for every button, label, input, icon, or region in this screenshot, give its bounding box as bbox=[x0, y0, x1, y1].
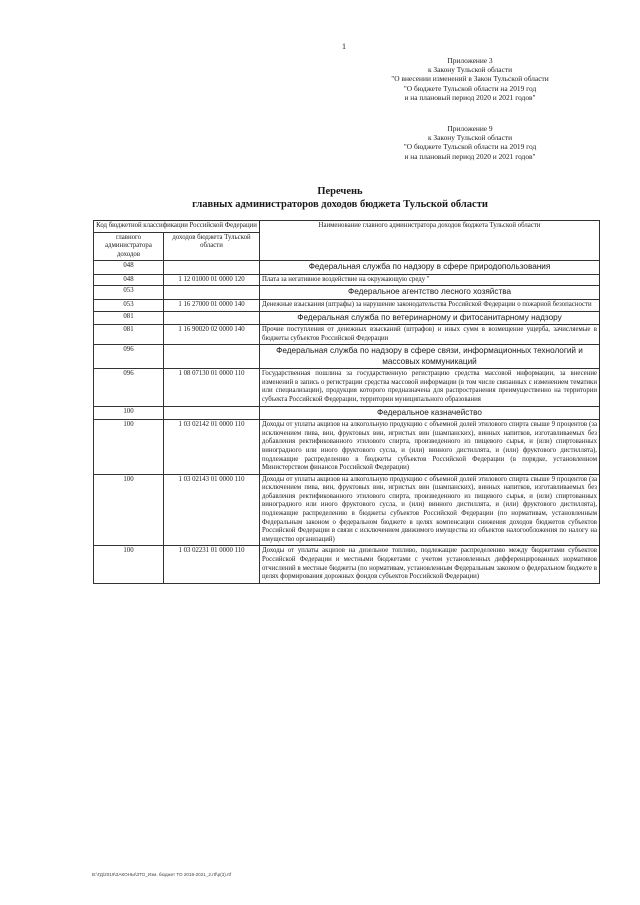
admin-code-cell: 096 bbox=[94, 345, 164, 369]
admin-code-cell: 048 bbox=[94, 274, 164, 286]
section-name-cell: Федеральное агентство лесного хозяйства bbox=[260, 286, 600, 300]
income-name-cell: Доходы от уплаты акцизов на дизельное топливо, подлежащие распределению между бюджетами субъектов Российской Федерации и местными бюджетами с учетом установленных дифференцированных нормативов отчислений в местные бюджеты (по нормативам, установленным Федеральным законом о федеральном бюджете в целях формирования дорожных фондов субъектов Российской Федерации) bbox=[260, 546, 600, 583]
section-name-cell: Федеральное казначейство bbox=[260, 406, 600, 420]
income-name-cell: Доходы от уплаты акцизов на алкогольную продукцию с объемной долей этилового спирта свыше 9 процентов (за исключением пива, вин, фруктовых вин, игристых вин (шампанских), винных напитков, изготавливаемых без добавления ректификованного этилового спирта, произведенного из пищевого сырья, и (или) спиртованных виноградного или иного фруктового сусла, и (или) винного дистиллята, и (или) фруктового дистиллята), подлежащие распределению в бюджеты субъектов Российской Федерации (по нормативам, установленным Федеральным законом о федеральном бюджете в целях компенсации снижения доходов бюджетов субъектов Российской Федерации в связи с исключением движимого имущества из объектов налогообложения по налогу на имущество организаций) bbox=[260, 474, 600, 546]
income-code-cell bbox=[164, 311, 260, 325]
admin-code-cell: 053 bbox=[94, 299, 164, 311]
admin-code-cell: 053 bbox=[94, 286, 164, 300]
income-code-cell: 1 16 90020 02 0000 140 bbox=[164, 325, 260, 345]
file-path-footer: B:\ГД\2019\ЗАКОНЫ\ЗТО_Изм. бюджет ТО 2019-2021_2.rtf\р(3).rtf bbox=[92, 872, 232, 877]
income-code-cell: 1 12 01000 01 0000 120 bbox=[164, 274, 260, 286]
income-name-cell: Прочие поступления от денежных взысканий (штрафов) и иных сумм в возмещение ущерба, зачисляемые в бюджеты субъектов Российской Федерации bbox=[260, 325, 600, 345]
annex-3-header bbox=[340, 56, 600, 102]
income-name-cell: Государственная пошлина за государственную регистрацию средства массовой информации, за внесение изменений в запись о регистрации средства массовой информации (в том числе связанных с изменением тематики или специализации), продукция которого предназначена для распространения преимущественно на территории субъекта Российской Федерации, территории муниципального образования bbox=[260, 369, 600, 406]
table-section-row bbox=[94, 311, 600, 325]
annex-9-header bbox=[340, 124, 600, 161]
income-name-cell: Плата за негативное воздействие на окружающую среду " bbox=[260, 274, 600, 286]
table-header-row bbox=[94, 221, 600, 233]
income-code-cell: 1 16 27000 01 0000 140 bbox=[164, 299, 260, 311]
income-code-cell bbox=[164, 345, 260, 369]
admin-code-cell: 100 bbox=[94, 420, 164, 475]
admin-code-cell: 096 bbox=[94, 369, 164, 406]
table-row bbox=[94, 325, 600, 345]
page-number: 1 bbox=[342, 42, 346, 51]
admin-code-cell: 081 bbox=[94, 311, 164, 325]
table-row bbox=[94, 274, 600, 286]
annex-line: "О внесении изменений в Закон Тульской области bbox=[391, 74, 549, 84]
annex-line: к Закону Тульской области bbox=[427, 133, 513, 143]
income-code-cell bbox=[164, 261, 260, 275]
income-code-cell bbox=[164, 406, 260, 420]
annex-line: "О бюджете Тульской области на 2019 год bbox=[403, 142, 537, 152]
title-line-2: главных администраторов доходов бюджета Тульской области bbox=[192, 199, 488, 210]
annex-line: к Закону Тульской области bbox=[427, 65, 513, 75]
header-code-group: Код бюджетной классификации Российской Федерации bbox=[94, 221, 260, 233]
section-name-cell: Федеральная служба по ветеринарному и фитосанитарному надзору bbox=[260, 311, 600, 325]
annex-line: "О бюджете Тульской области на 2019 год bbox=[403, 83, 537, 93]
table-section-row bbox=[94, 286, 600, 300]
header-admin-column: главного администратора доходов bbox=[94, 232, 164, 261]
header-income-column: доходов бюджета Тульской области bbox=[164, 232, 260, 261]
admin-code-cell: 048 bbox=[94, 261, 164, 275]
annex-line: и на плановый период 2020 и 2021 годов" bbox=[404, 151, 536, 161]
administrators-table bbox=[93, 220, 600, 584]
annex-line: Приложение 9 bbox=[447, 124, 493, 133]
income-code-cell: 1 03 02231 01 0000 110 bbox=[164, 546, 260, 583]
income-name-cell: Доходы от уплаты акцизов на алкогольную продукцию с объемной долей этилового спирта свыше 9 процентов (за исключением пива, вин, фруктовых вин, игристых вин (шампанских), винных напитков, изготавливаемых без добавления ректификованного этилового спирта, произведенного из пищевого сырья, и (или) спиртованных виноградного или иного фруктового сусла, и (или) винного дистиллята, и (или) фруктового дистиллята), подлежащие распределению в бюджеты субъектов Российской Федерации (в порядке, установленном Министерством финансов Российской Федерации) bbox=[260, 420, 600, 475]
admin-code-cell: 100 bbox=[94, 474, 164, 546]
section-name-cell: Федеральная служба по надзору в сфере связи, информационных технологий и массовых коммуникаций bbox=[260, 345, 600, 369]
table-section-row bbox=[94, 406, 600, 420]
table-section-row bbox=[94, 261, 600, 275]
section-name-cell: Федеральная служба по надзору в сфере природопользования bbox=[260, 261, 600, 275]
annex-line: Приложение 3 bbox=[447, 56, 493, 65]
income-code-cell bbox=[164, 286, 260, 300]
admin-code-cell: 100 bbox=[94, 546, 164, 583]
table-body bbox=[94, 261, 600, 583]
title-line-1: Перечень bbox=[317, 186, 363, 197]
admin-code-cell: 100 bbox=[94, 406, 164, 420]
annex-line: и на плановый период 2020 и 2021 годов" bbox=[404, 92, 536, 102]
document-title bbox=[100, 185, 580, 211]
table-row bbox=[94, 474, 600, 546]
table-row bbox=[94, 420, 600, 475]
table-row bbox=[94, 546, 600, 583]
income-code-cell: 1 03 02142 01 0000 110 bbox=[164, 420, 260, 475]
income-code-cell: 1 08 07130 01 0000 110 bbox=[164, 369, 260, 406]
table-row bbox=[94, 369, 600, 406]
admin-code-cell: 081 bbox=[94, 325, 164, 345]
income-name-cell: Денежные взыскания (штрафы) за нарушение законодательства Российской Федерации о пожарной безопасности bbox=[260, 299, 600, 311]
header-name-column: Наименование главного администратора доходов бюджета Тульской области bbox=[260, 221, 600, 261]
table-section-row bbox=[94, 345, 600, 369]
table-row bbox=[94, 299, 600, 311]
income-code-cell: 1 03 02143 01 0000 110 bbox=[164, 474, 260, 546]
